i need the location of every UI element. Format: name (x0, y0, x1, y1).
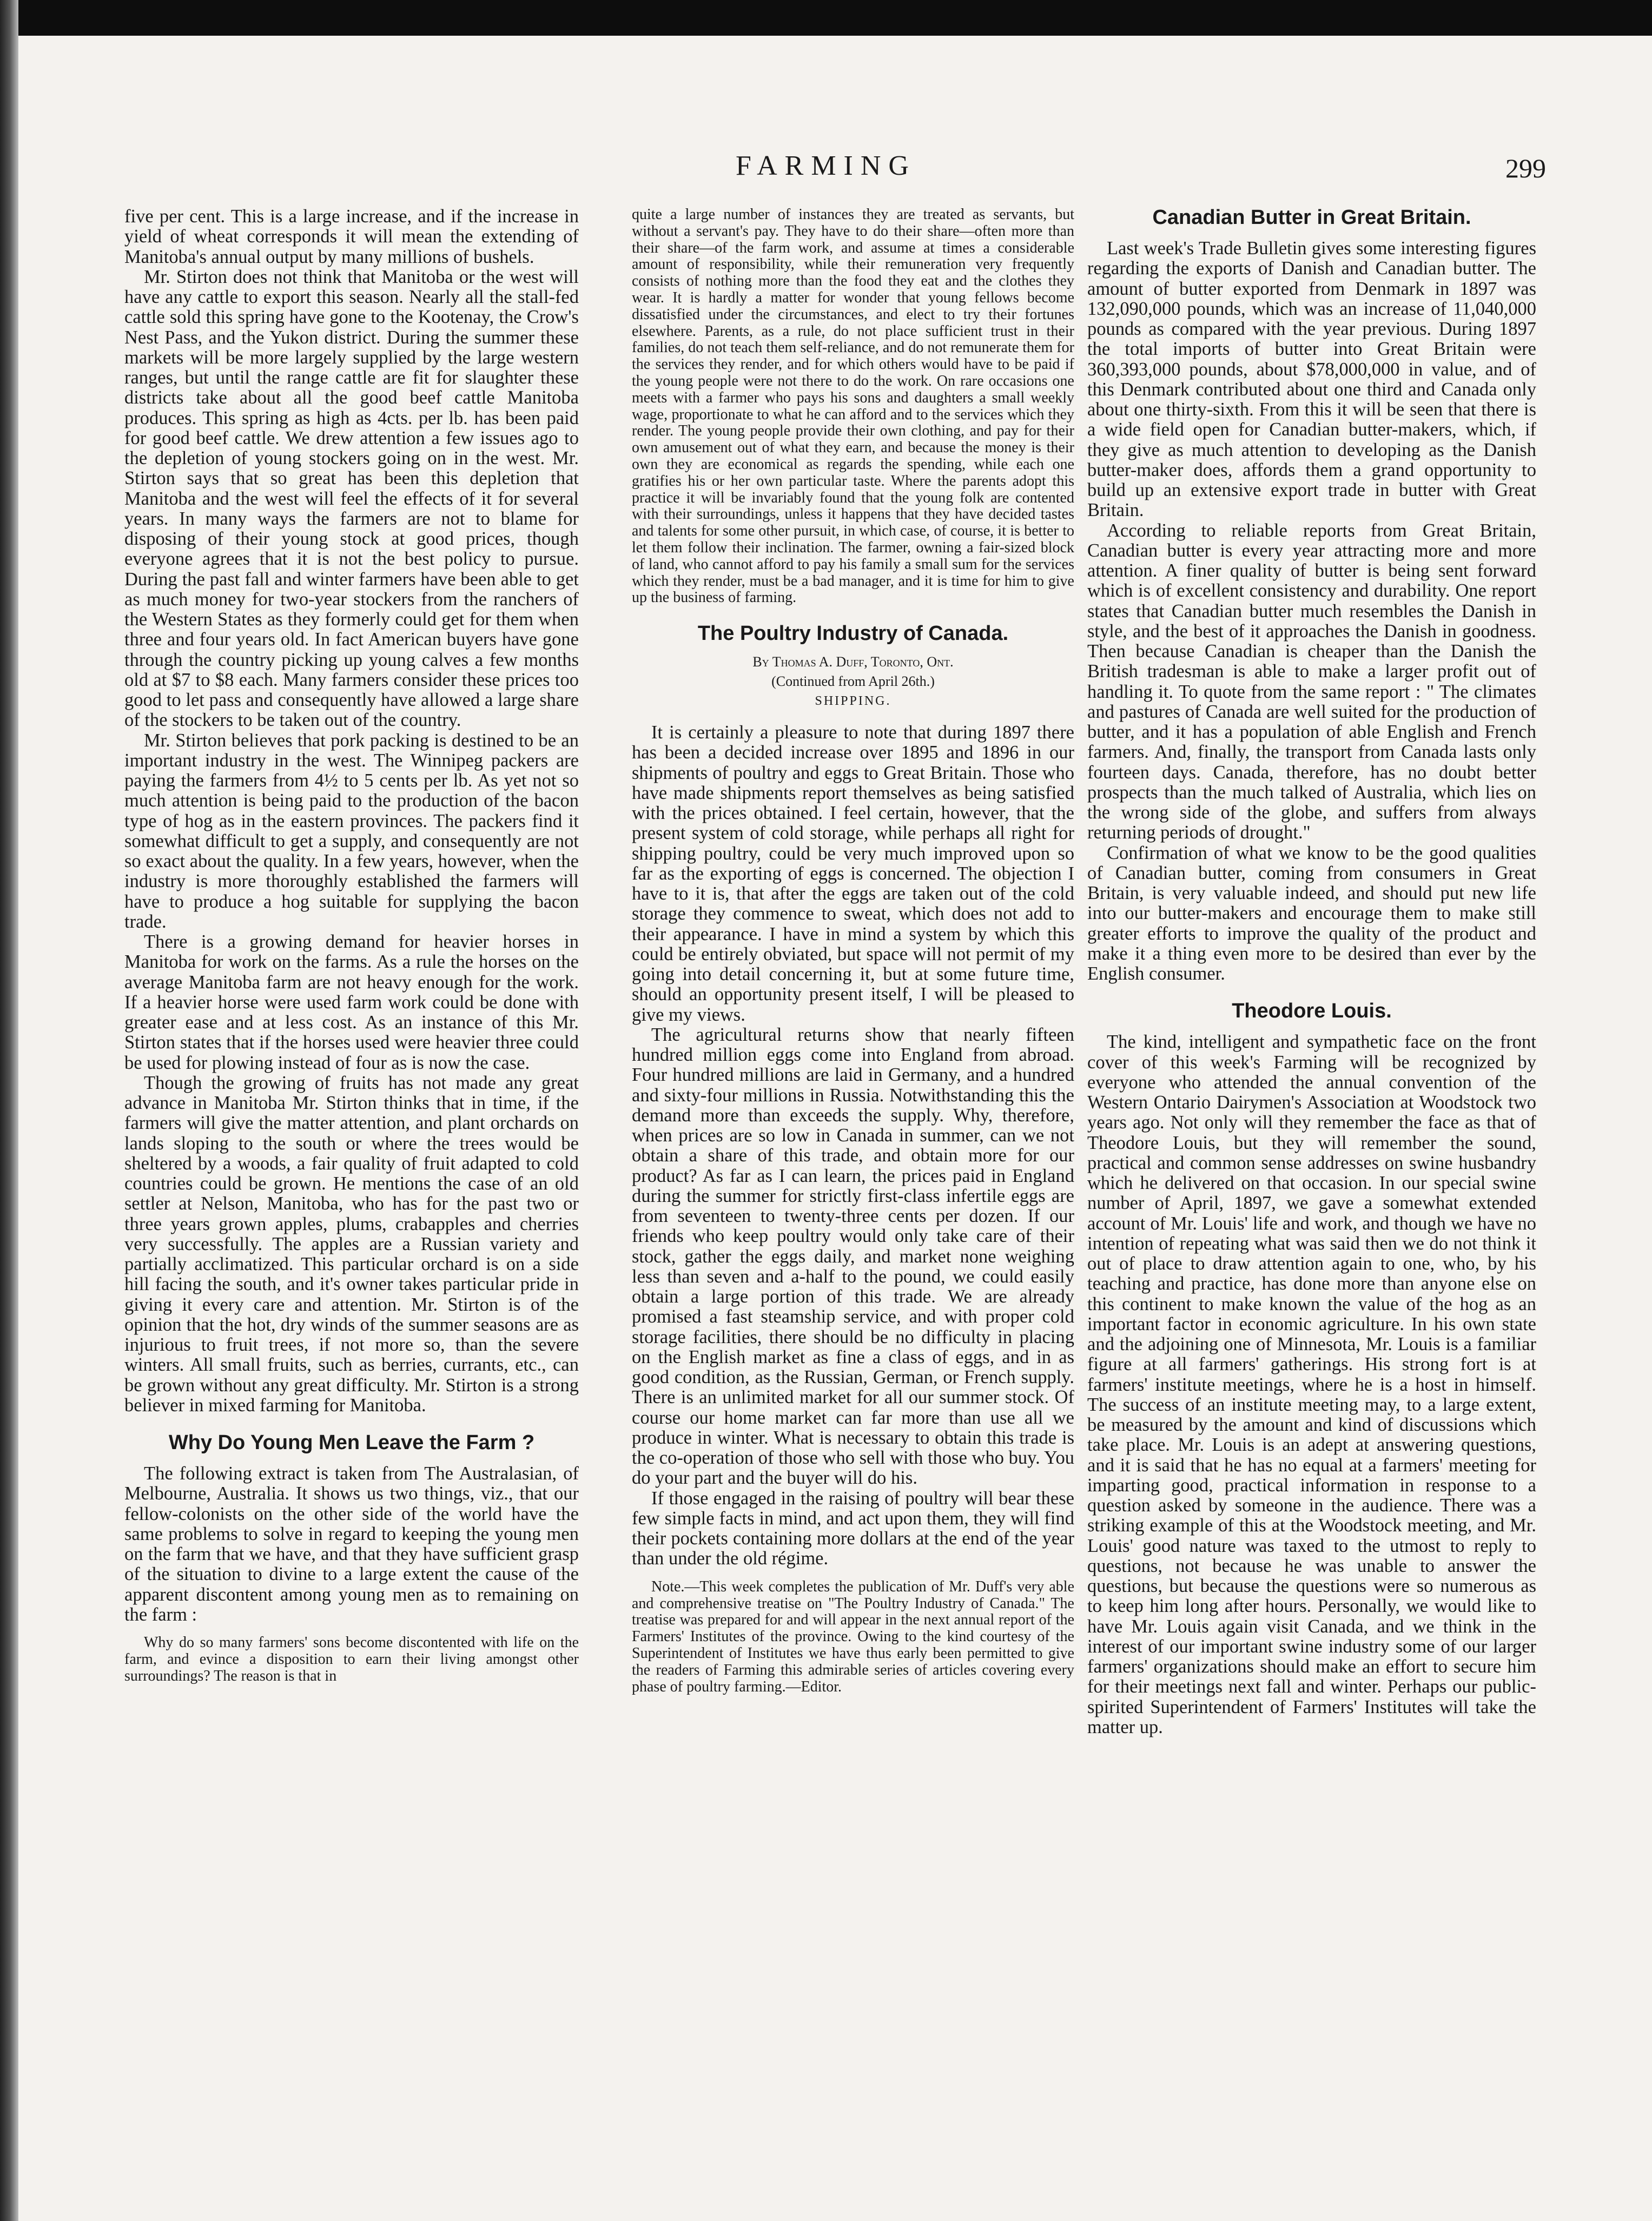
scan-top-border (0, 0, 1652, 36)
paragraph: The following extract is taken from The Australasian, of Melbourne, Australia. It shows us two things, viz., that our fellow-colonists on the other side of the world have the same problems to solve in regard to keeping the young men on the farm that we have, and that they have sufficient grasp of the situation to divine to a large extent the cause of the apparent discontent among young men as to remaining on the farm : (124, 1463, 579, 1625)
continued-note: (Continued from April 26th.) (771, 673, 935, 690)
article-heading-theodore-louis: Theodore Louis. (1232, 1000, 1392, 1023)
column-left (124, 207, 579, 2154)
page-header (0, 147, 1652, 185)
column-middle (632, 207, 1074, 2154)
paragraph: According to reliable reports from Great Britain, Canadian butter is every year attracting more and more attention. A finer quality of butter is being sent forward which is of excellent consistency and durability. One report states that Canadian butter much resembles the Danish in style, and the best of it approaches the Danish in goodness. Then because Canadian is cheaper than the Danish the British tradesman is able to make a larger profit out of handling it. To quote from the same report : " The climates and pastures of Canada are well suited for the production of butter, and it has a population of able English and French farmers. And, finally, the transport from Canada lasts only fourteen days. Canada, therefore, has no doubt better prospects than the much talked of Australia, which lies on the wrong side of the globe, and suffers from always returning periods of drought." (1087, 520, 1536, 843)
byline: By Thomas A. Duff, Toronto, Ont. (752, 654, 954, 670)
column-right (1087, 207, 1536, 2154)
scan-left-edge (0, 0, 18, 2221)
quoted-extract: quite a large number of instances they are treated as servants, but without a servant's pay. They have to do their share—often more than their share—of the farm work, and assume at times a considerable amount of responsibility, while their remuneration very frequently consists of nothing more than the food they eat and the clothes they wear. It is hardly a matter for wonder that young fellows become dissatisfied under the circumstances, and elect to try their fortunes elsewhere. Parents, as a rule, do not place sufficient trust in their families, do not teach them self-reliance, and do not remunerate them for the services they render, and for which others would have to be paid if the young people were not there to do the work. On rare occasions one meets with a farmer who pays his sons and daughters a small weekly wage, proportionate to what he can afford and to the services which they render. The young people provide their own clothing, and pay for their own amusement out of what they earn, and because the money is their own they are economical as regards the spending, while each one gratifies his or her own particular taste. Where the parents adopt this practice it will be invariably found that the young folk are contented with their surroundings, unless it happens that they have decided tastes and talents for some other pursuit, in which case, of course, it is better to let them follow their inclination. The farmer, owning a fair-sized block of land, who cannot afford to pay his family a small sum for the services which they render, must be a bad manager, and it is time for him to give up the business of farming. (632, 207, 1074, 606)
paragraph: If those engaged in the raising of poultry will bear these few simple facts in mind, and act upon them, they will find their pockets containing more dollars at the end of the year than under the old régime. (632, 1488, 1074, 1569)
article-heading-poultry: The Poultry Industry of Canada. (697, 622, 1009, 645)
section-label: SHIPPING. (815, 694, 891, 709)
page-number: 299 (1505, 153, 1546, 183)
paragraph: Confirmation of what we know to be the good qualities of Canadian butter, coming from consumers in Great Britain, is very valuable indeed, and should put new life into our butter-makers and encourage them to make still greater efforts to improve the quality of the product and make it a thing even more to be desired than ever by the English consumer. (1087, 842, 1536, 984)
article-heading-butter: Canadian Butter in Great Britain. (1152, 207, 1471, 229)
quoted-extract: Why do so many farmers' sons become discontented with life on the farm, and evince a disposition to earn their living amongst other surroundings? The reason is that in (124, 1634, 579, 1684)
paragraph: Last week's Trade Bulletin gives some interesting figures regarding the exports of Danish and Canadian butter. The amount of butter exported from Denmark in 1897 was 132,090,000 pounds, which was an increase of 11,040,000 pounds as compared with the year previous. During 1897 the total imports of butter into Great Britain were 360,393,000 pounds, about $78,000,000 in value, and of this Denmark contributed about one third and Canada only about one thirty-sixth. From this it will be seen that there is a wide field open for Canadian butter-makers, which, if they give as much attention to developing as the Danish butter-maker does, affords them a grand opportunity to build up an extensive export trade in butter with Great Britain. (1087, 238, 1536, 521)
paragraph: The agricultural returns show that nearly fifteen hundred million eggs come into England from abroad. Four hundred millions are laid in Germany, and a hundred and sixty-four millions in Russia. Notwithstanding this the demand more than exceeds the supply. Why, therefore, when prices are so low in Canada in summer, can we not obtain a share of this trade, and obtain more for our product? As far as I can learn, the prices paid in England during the summer for strictly first-class infertile eggs are from seventeen to twenty-three cents per dozen. If our friends who keep poultry would only take care of their stock, gather the eggs daily, and market none weighing less than seven and a-half to the pound, we could easily obtain a large portion of this trade. We are already promised a fast steamship service, and with proper cold storage facilities, there should be no difficulty in placing on the English market as fine a class of eggs, and in as good condition, as the Russian, German, or French supply. There is an unlimited market for all our summer stock. Of course our home market can far more than use all we produce in winter. What is necessary to obtain this trade is the co-operation of those who sell with those who buy. You do your part and the buyer will do his. (632, 1024, 1074, 1489)
paragraph: Though the growing of fruits has not made any great advance in Manitoba Mr. Stirton thinks that in time, if the farmers will give the matter attention, and plant orchards on lands sloping to the south or where the trees would be sheltered by a woods, a fair quality of fruit adapted to cold countries could be grown. He mentions the case of an old settler at Nelson, Manitoba, who has for the past two or three years grown apples, plums, crabapples and cherries very successfully. The apples are a Russian variety and partially acclimatized. This particular orchard is on a side hill facing the south, and it's owner takes particular pride in giving it every care and attention. Mr. Stirton is of the opinion that the hot, dry winds of the summer seasons are as injurious to fruit trees, if not more so, than the severe winters. All small fruits, such as berries, currants, etc., can be grown without any great difficulty. Mr. Stirton is a strong believer in mixed farming for Manitoba. (124, 1072, 579, 1416)
editor-note: Note.—This week completes the publication of Mr. Duff's very able and comprehensive treatise on "The Poultry Industry of Canada." The treatise was prepared for and will appear in the next annual report of the Farmers' Institutes of the province. Owing to the kind courtesy of the Superintendent of Institutes we have thus early been permitted to give the readers of Farming this admirable series of articles covering every phase of poultry farming.—Editor. (632, 1578, 1074, 1695)
paragraph: The kind, intelligent and sympathetic face on the front cover of this week's Farming will be recognized by everyone who attended the annual convention of the Western Ontario Dairymen's Association at Woodstock two years ago. Not only will they remember the face as that of Theodore Louis, but they will remember the sound, practical and common sense addresses on swine husbandry which he delivered on that occasion. In our special swine number of April, 1897, we gave a somewhat extended account of Mr. Louis' life and work, and though we have no intention of repeating what was said then we do not think it out of place to draw attention again to one, who, by his teaching and practice, has done more than anyone else on this continent to make known the value of the hog as an important factor in economic agriculture. In his own state and the adjoining one of Minnesota, Mr. Louis is a familiar figure at all farmers' gatherings. His strong fort is at farmers' institute meetings, where he is a host in himself. The success of an institute meeting may, to a large extent, be measured by the amount and kind of discussions which take place. Mr. Louis is an adept at answering questions, and it is said that he has no equal at a farmers' meeting for imparting good, practical information in response to a question asked by someone in the audience. There was a striking example of this at the Woodstock meeting, and Mr. Louis' good nature was taxed to the utmost to reply to questions, not because he was unable to answer the questions, but because the questions were so numerous as to keep him long after hours. Personally, we would like to have Mr. Louis again visit Canada, and we think in the interest of our important swine industry some of our larger farmers' organizations should make an effort to secure him for their meetings next fall and winter. Perhaps our public-spirited Superintendent of Farmers' Institutes will take the matter up. (1087, 1032, 1536, 1737)
running-head: FARMING (736, 150, 916, 181)
paragraph: It is certainly a pleasure to note that during 1897 there has been a decided increase over 1895 and 1896 in our shipments of poultry and eggs to Great Britain. Those who have made shipments report themselves as being satisfied with the prices obtained. I feel certain, however, that the present system of cold storage, while perhaps all right for shipping poultry, could be very much improved upon so far as the exporting of eggs is concerned. The objection I have to it is, that after the eggs are taken out of the cold storage they commence to sweat, which does not add to their appearance. I have in mind a system by which this could be entirely obviated, but space will not permit of my going into detail concerning it, but at some future time, should an opportunity present itself, I will be pleased to give my views. (632, 722, 1074, 1025)
paragraph: There is a growing demand for heavier horses in Manitoba for work on the farms. As a rule the horses on the average Manitoba farm are not heavy enough for the work. If a heavier horse were used farm work could be done with greater ease and at less cost. As an instance of this Mr. Stirton states that if the horses used were heavier three could be used for plowing instead of four as is now the case. (124, 931, 579, 1073)
paragraph: Mr. Stirton does not think that Manitoba or the west will have any cattle to export this season. Nearly all the stall-fed cattle sold this spring have gone to the Kootenay, the Crow's Nest Pass, and the Yukon district. During the summer these markets will be more largely supplied by the large western ranges, but until the range cattle are fit for slaughter these districts take about all the good beef cattle Manitoba produces. This spring as high as 4cts. per lb. has been paid for good beef cattle. We drew attention a few issues ago to the depletion of young stockers going on in the west. Mr. Stirton says that so great has been this depletion that Manitoba and the west will feel the effects of it for several years. In many ways the farmers are not to blame for disposing of their young stock at good prices, though everyone agrees that it is not the best policy to pursue. During the past fall and winter farmers have been able to get as much money for two-year stockers from the ranchers of the Western States as they formerly could get for them when three and four years old. In fact American buyers have gone through the country picking up young calves a few months old at $7 to $8 each. Many farmers consider these prices too good to let pass and consequently have allowed a large share of the stockers to be taken out of the country. (124, 266, 579, 731)
paragraph: Mr. Stirton believes that pork packing is destined to be an important industry in the west. The Winnipeg packers are paying the farmers from 4½ to 5 cents per lb. As yet not so much attention is being paid to the production of the bacon type of hog as in the eastern provinces. The packers find it somewhat difficult to get a supply, and consequently are not so exact about the quality. In a few years, however, when the industry is more thoroughly established the farmers will have to produce a hog suitable for supplying the bacon trade. (124, 730, 579, 932)
article-heading-young-men: Why Do Young Men Leave the Farm ? (168, 1431, 535, 1454)
paragraph: five per cent. This is a large increase, and if the increase in yield of wheat corresponds it will mean the extending of Manitoba's annual output by many millions of bushels. (124, 207, 579, 267)
